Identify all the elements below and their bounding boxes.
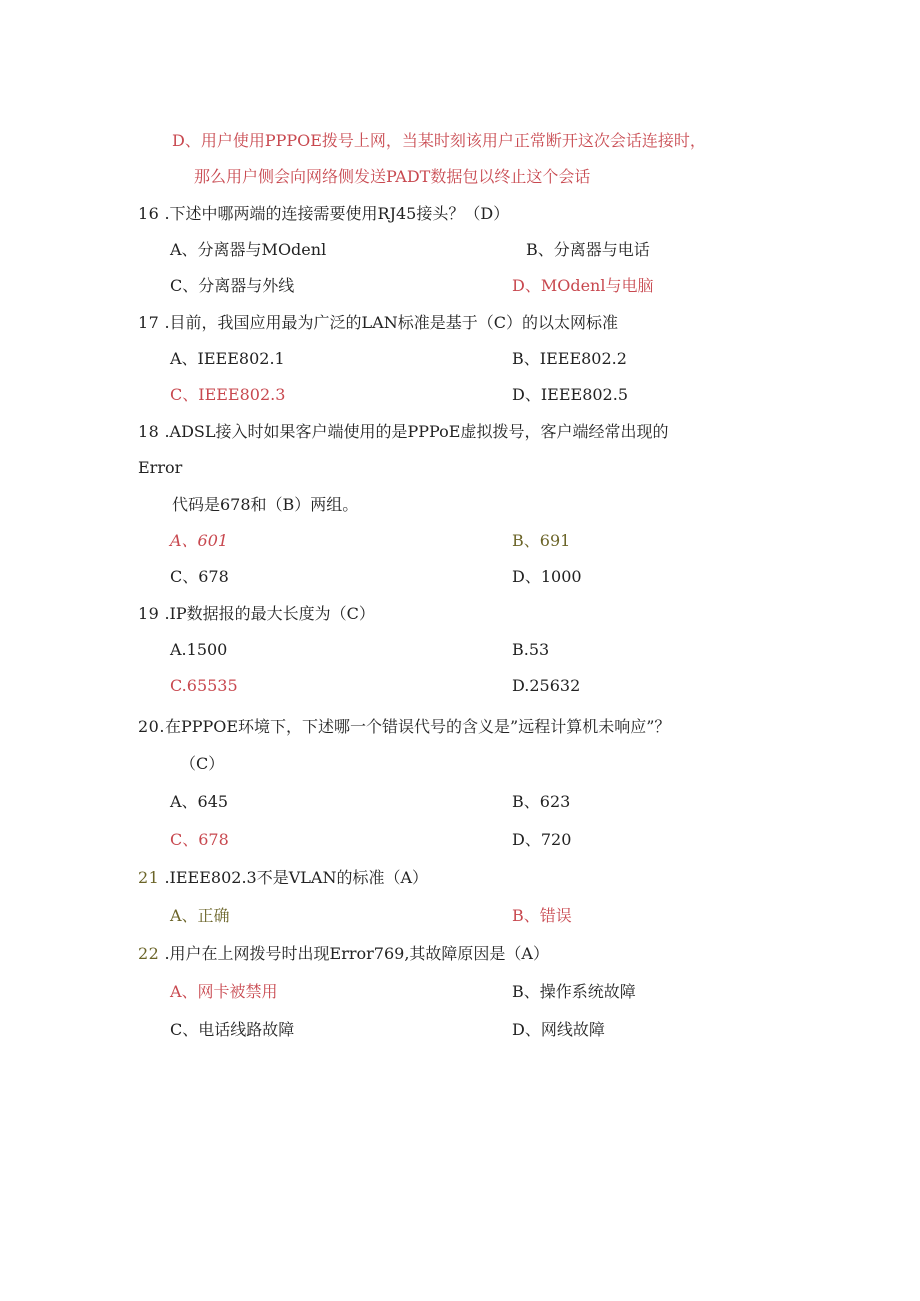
- question-number: 22: [138, 944, 160, 963]
- q22-option-a: A、网卡被禁用: [170, 982, 278, 1001]
- question-16: [138, 203, 509, 225]
- question-stem: .IEEE802.3不是VLAN的标准（A）: [164, 868, 428, 887]
- q18-option-c: C、678: [170, 567, 229, 586]
- question-number: 20.: [138, 717, 165, 736]
- q22-option-b: B、操作系统故障: [512, 982, 636, 1001]
- q16-option-a: A、分离器与MOdenl: [170, 240, 327, 259]
- q20-option-c: C、678: [170, 830, 229, 849]
- q20-stem-line2: （C）: [180, 754, 225, 773]
- question-20: [138, 716, 670, 738]
- q16-option-d: D、MOdenl与电脑: [512, 276, 654, 295]
- question-18: [138, 421, 668, 443]
- question-number: 16: [138, 204, 160, 223]
- q20-option-b: B、623: [512, 792, 571, 811]
- q19-option-d: D.25632: [512, 676, 581, 695]
- question-stem: .ADSL接入时如果客户端使用的是PPPoE虚拟拨号，客户端经常出现的: [164, 422, 669, 441]
- q19-option-c: C.65535: [170, 676, 238, 695]
- q16-option-b: B、分离器与电话: [526, 240, 650, 259]
- q20-option-d: D、720: [512, 830, 572, 849]
- question-stem: .目前，我国应用最为广泛的LAN标准是基于（C）的以太网标准: [164, 313, 618, 332]
- question-19: [138, 603, 375, 625]
- q17-option-d: D、IEEE802.5: [512, 385, 628, 404]
- q21-option-a: A、正确: [170, 906, 230, 925]
- q19-option-b: B.53: [512, 640, 550, 659]
- q18-option-a: A、601: [170, 531, 229, 550]
- q19-option-a: A.1500: [170, 640, 228, 659]
- q18-stem-line3: 代码是678和（B）两组。: [172, 495, 359, 514]
- q15-option-d-line1: D、用户使用PPPOE拨号上网，当某时刻该用户正常断开这次会话连接时，: [172, 131, 706, 150]
- question-stem: .IP数据报的最大长度为（C）: [164, 604, 375, 623]
- q16-option-c: C、分离器与外线: [170, 276, 295, 295]
- question-stem: .用户在上网拨号时出现Error769,其故障原因是（A）: [164, 944, 549, 963]
- q17-option-a: A、IEEE802.1: [170, 349, 285, 368]
- q17-option-b: B、IEEE802.2: [512, 349, 627, 368]
- question-number: 21: [138, 868, 160, 887]
- q15-option-d-line2: 那么用户侧会向网络侧发送PADT数据包以终止这个会话: [194, 167, 591, 186]
- question-number: 19: [138, 604, 160, 623]
- q18-stem-line2: Error: [138, 458, 183, 477]
- question-17: [138, 312, 618, 334]
- question-number: 18: [138, 422, 160, 441]
- q22-option-d: D、网线故障: [512, 1020, 605, 1039]
- question-22: [138, 943, 549, 965]
- q22-option-c: C、电话线路故障: [170, 1020, 295, 1039]
- question-stem: 在PPPOE环境下，下述哪一个错误代号的含义是”远程计算机未响应”？: [164, 717, 671, 736]
- question-stem: .下述中哪两端的连接需要使用RJ45接头？（D）: [164, 204, 510, 223]
- question-number: 17: [138, 313, 160, 332]
- q18-option-d: D、1000: [512, 567, 582, 586]
- q21-option-b: B、错误: [512, 906, 572, 925]
- q17-option-c: C、IEEE802.3: [170, 385, 286, 404]
- q20-option-a: A、645: [170, 792, 229, 811]
- question-21: [138, 867, 428, 889]
- q18-option-b: B、691: [512, 531, 571, 550]
